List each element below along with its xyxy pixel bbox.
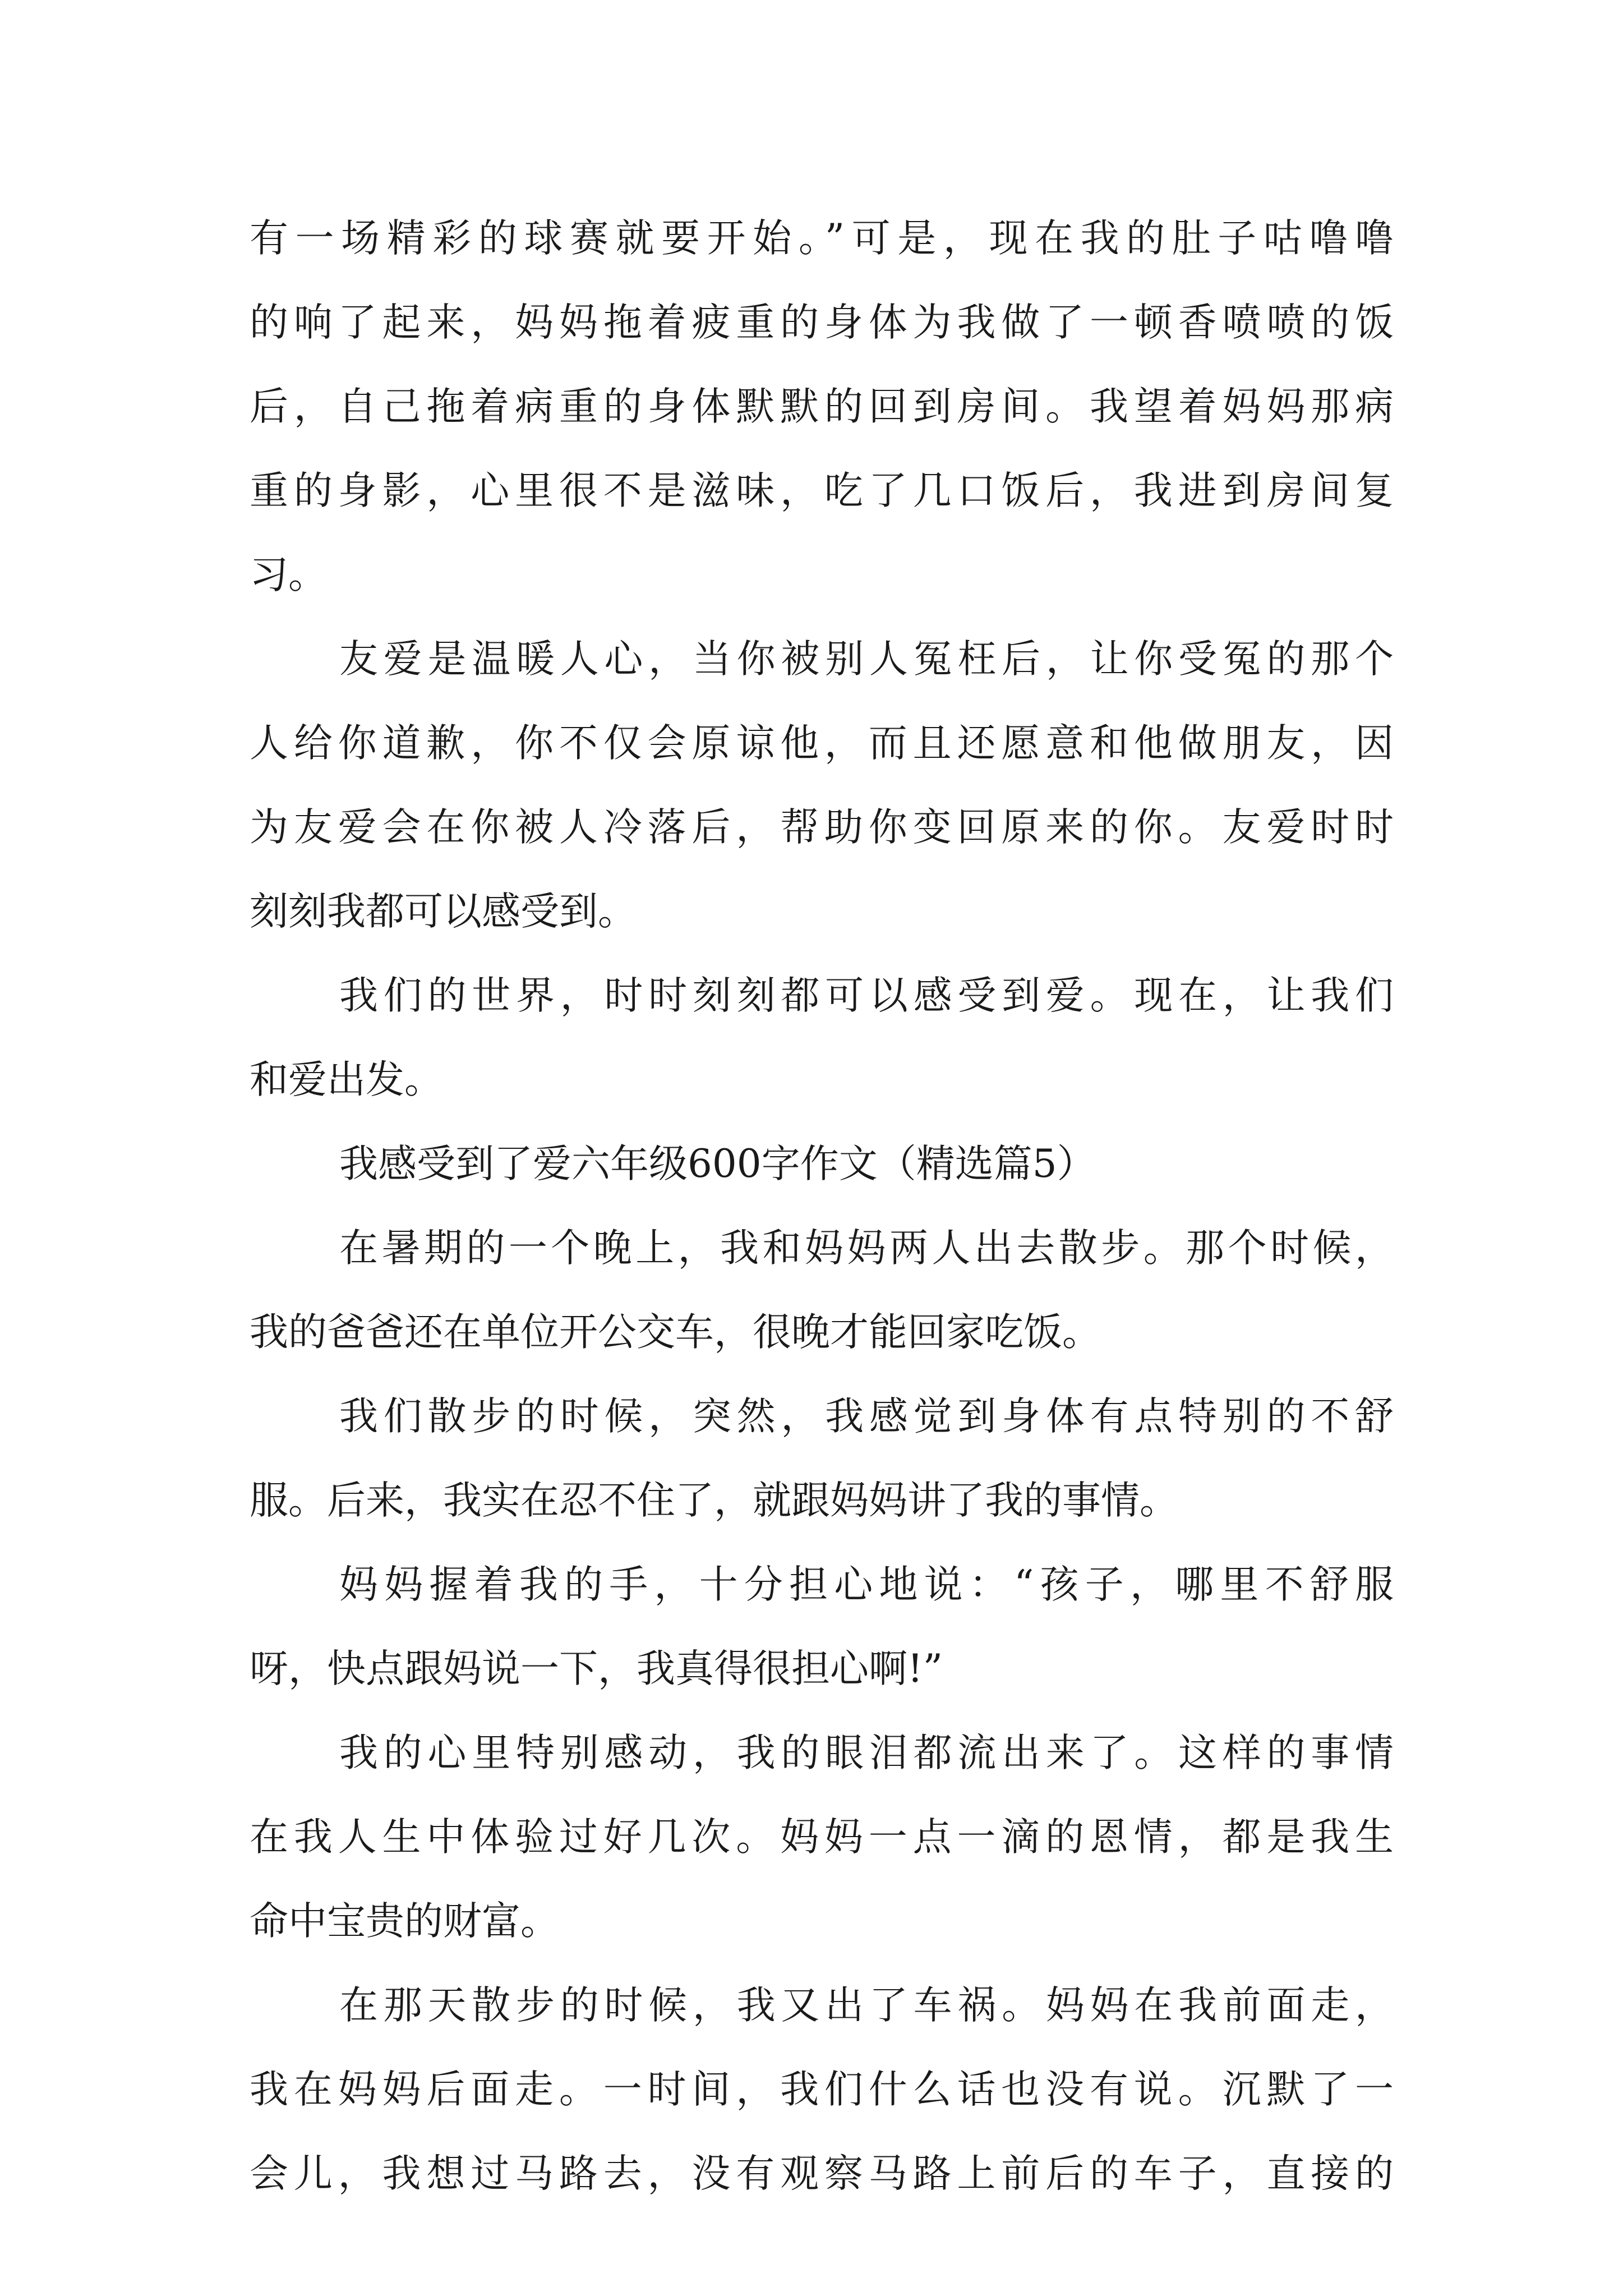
text-line: 和爱出发。 (250, 1057, 443, 1102)
paragraph-first-line: 友爱是温暖人心，当你被别人冤枉后，让你受冤的那个 (339, 637, 1394, 682)
text-line: 的响了起来，妈妈拖着疲重的身体为我做了一顿香喷喷的饭 (250, 300, 1394, 345)
text-line: 习。 (250, 553, 327, 597)
text-line: 在我人生中体验过好几次。妈妈一点一滴的恩情，都是我生 (250, 1815, 1394, 1860)
text-line: 重的身影，心里很不是滋味，吃了几口饭后，我进到房间复 (250, 468, 1394, 513)
paragraph-first-line: 在暑期的一个晚上，我和妈妈两人出去散步。那个时候， (339, 1226, 1394, 1271)
text-line: 刻刻我都可以感受到。 (250, 889, 637, 934)
paragraph-first-line: 妈妈握着我的手，十分担心地说：“孩子，哪里不舒服 (339, 1562, 1394, 1607)
text-line: 我的爸爸还在单位开公交车，很晚才能回家吃饭。 (250, 1310, 1101, 1355)
text-line: 人给你道歉，你不仅会原谅他，而且还愿意和他做朋友，因 (250, 721, 1394, 766)
text-line: 服。后来，我实在忍不住了，就跟妈妈讲了我的事情。 (250, 1478, 1178, 1523)
text-line: 呀，快点跟妈说一下，我真得很担心啊!” (250, 1646, 943, 1691)
paragraph-first-line: 我们的世界，时时刻刻都可以感受到爱。现在，让我们 (339, 973, 1394, 1018)
text-line: 有一场精彩的球赛就要开始。”可是，现在我的肚子咕噜噜 (250, 216, 1394, 261)
text-line: 我在妈妈后面走。一时间，我们什么话也没有说。沉默了一 (250, 2067, 1394, 2112)
essay-text (250, 196, 1394, 2216)
paragraph-first-line: 我的心里特别感动，我的眼泪都流出来了。这样的事情 (339, 1731, 1394, 1775)
text-line: 命中宝贵的财富。 (250, 1899, 559, 1944)
section-heading: 我感受到了爱六年级600字作文（精选篇5） (339, 1142, 1096, 1186)
text-line: 为友爱会在你被人冷落后，帮助你变回原来的你。友爱时时 (250, 805, 1394, 850)
paragraph-first-line: 我们散步的时候，突然，我感觉到身体有点特别的不舒 (339, 1394, 1394, 1439)
text-line: 后，自己拖着病重的身体默默的回到房间。我望着妈妈那病 (250, 384, 1394, 429)
text-line: 会儿，我想过马路去，没有观察马路上前后的车子，直接的 (250, 2151, 1394, 2196)
paragraph-first-line: 在那天散步的时候，我又出了车祸。妈妈在我前面走， (339, 1983, 1394, 2028)
